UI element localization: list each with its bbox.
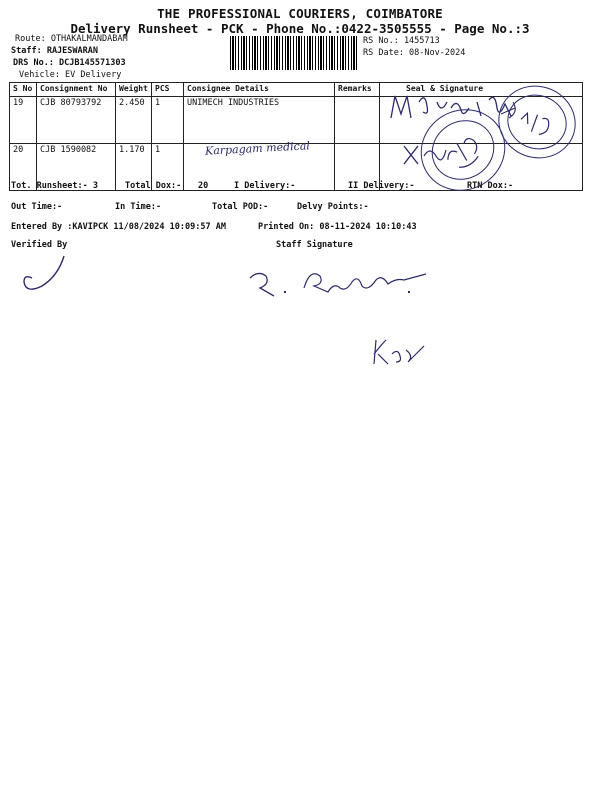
drs-label: DRS No.: DCJB145571303 bbox=[13, 58, 126, 68]
col-header-weight: Weight bbox=[116, 83, 152, 97]
rs-no-label: RS No.: 1455713 bbox=[363, 36, 440, 46]
col-header-sno: S No bbox=[10, 83, 37, 97]
staff-signature bbox=[240, 262, 440, 304]
out-time-label: Out Time:- bbox=[11, 202, 63, 212]
cell-pcs: 1 bbox=[152, 144, 184, 191]
col-header-consignee: Consignee Details bbox=[184, 83, 335, 97]
staff-label: Staff: RAJESWARAN bbox=[11, 46, 98, 56]
total-runsheet: Tot. Runsheet:- 3 bbox=[11, 181, 98, 191]
handwritten-consignee: Karpagam medical bbox=[204, 139, 311, 158]
cell-weight: 2.450 bbox=[116, 97, 152, 144]
cell-consignment: CJB 1590082 bbox=[37, 144, 116, 191]
cell-consignee: UNIMECH INDUSTRIES bbox=[184, 97, 335, 144]
rs-date-label: RS Date: 08-Nov-2024 bbox=[363, 48, 466, 58]
verified-by-label: Verified By bbox=[11, 240, 68, 250]
total-pod-label: Total POD:- bbox=[212, 202, 269, 212]
total-dox-value: 20 bbox=[198, 181, 209, 191]
printed-on: Printed On: 08-11-2024 10:10:43 bbox=[258, 222, 417, 232]
delvy-points-label: Delvy Points:- bbox=[297, 202, 369, 212]
col-header-seal: Seal & Signature bbox=[380, 83, 583, 97]
total-dox-label: Total Dox:- bbox=[125, 181, 182, 191]
vehicle-label: Vehicle: EV Delivery bbox=[19, 70, 122, 80]
barcode-image bbox=[230, 36, 358, 70]
cell-sno: 19 bbox=[10, 97, 37, 144]
cell-remarks bbox=[335, 97, 380, 144]
entered-by: Entered By :KAVIPCK 11/08/2024 10:09:57 AM bbox=[11, 222, 226, 232]
cell-consignment: CJB 80793792 bbox=[37, 97, 116, 144]
company-title: THE PROFESSIONAL COURIERS, COIMBATORE bbox=[157, 6, 443, 21]
ii-delivery-label: II Delivery:- bbox=[348, 181, 415, 191]
cell-pcs: 1 bbox=[152, 97, 184, 144]
rtn-dox-label: RTN Dox:- bbox=[467, 181, 514, 191]
i-delivery-label: I Delivery:- bbox=[234, 181, 296, 191]
verified-signature bbox=[18, 252, 78, 298]
runsheet-title: Delivery Runsheet - PCK - Phone No.:0422-3505555 - Page No.:3 bbox=[70, 21, 530, 36]
cell-sno: 20 bbox=[10, 144, 37, 191]
initials-signature bbox=[368, 334, 432, 368]
cell-weight: 1.170 bbox=[116, 144, 152, 191]
in-time-label: In Time:- bbox=[115, 202, 162, 212]
staff-signature-label: Staff Signature bbox=[276, 240, 353, 250]
col-header-consignment: Consignment No bbox=[37, 83, 116, 97]
col-header-pcs: PCS bbox=[152, 83, 184, 97]
col-header-remarks: Remarks bbox=[335, 83, 380, 97]
route-label: Route: OTHAKALMANDABAM bbox=[15, 34, 128, 44]
